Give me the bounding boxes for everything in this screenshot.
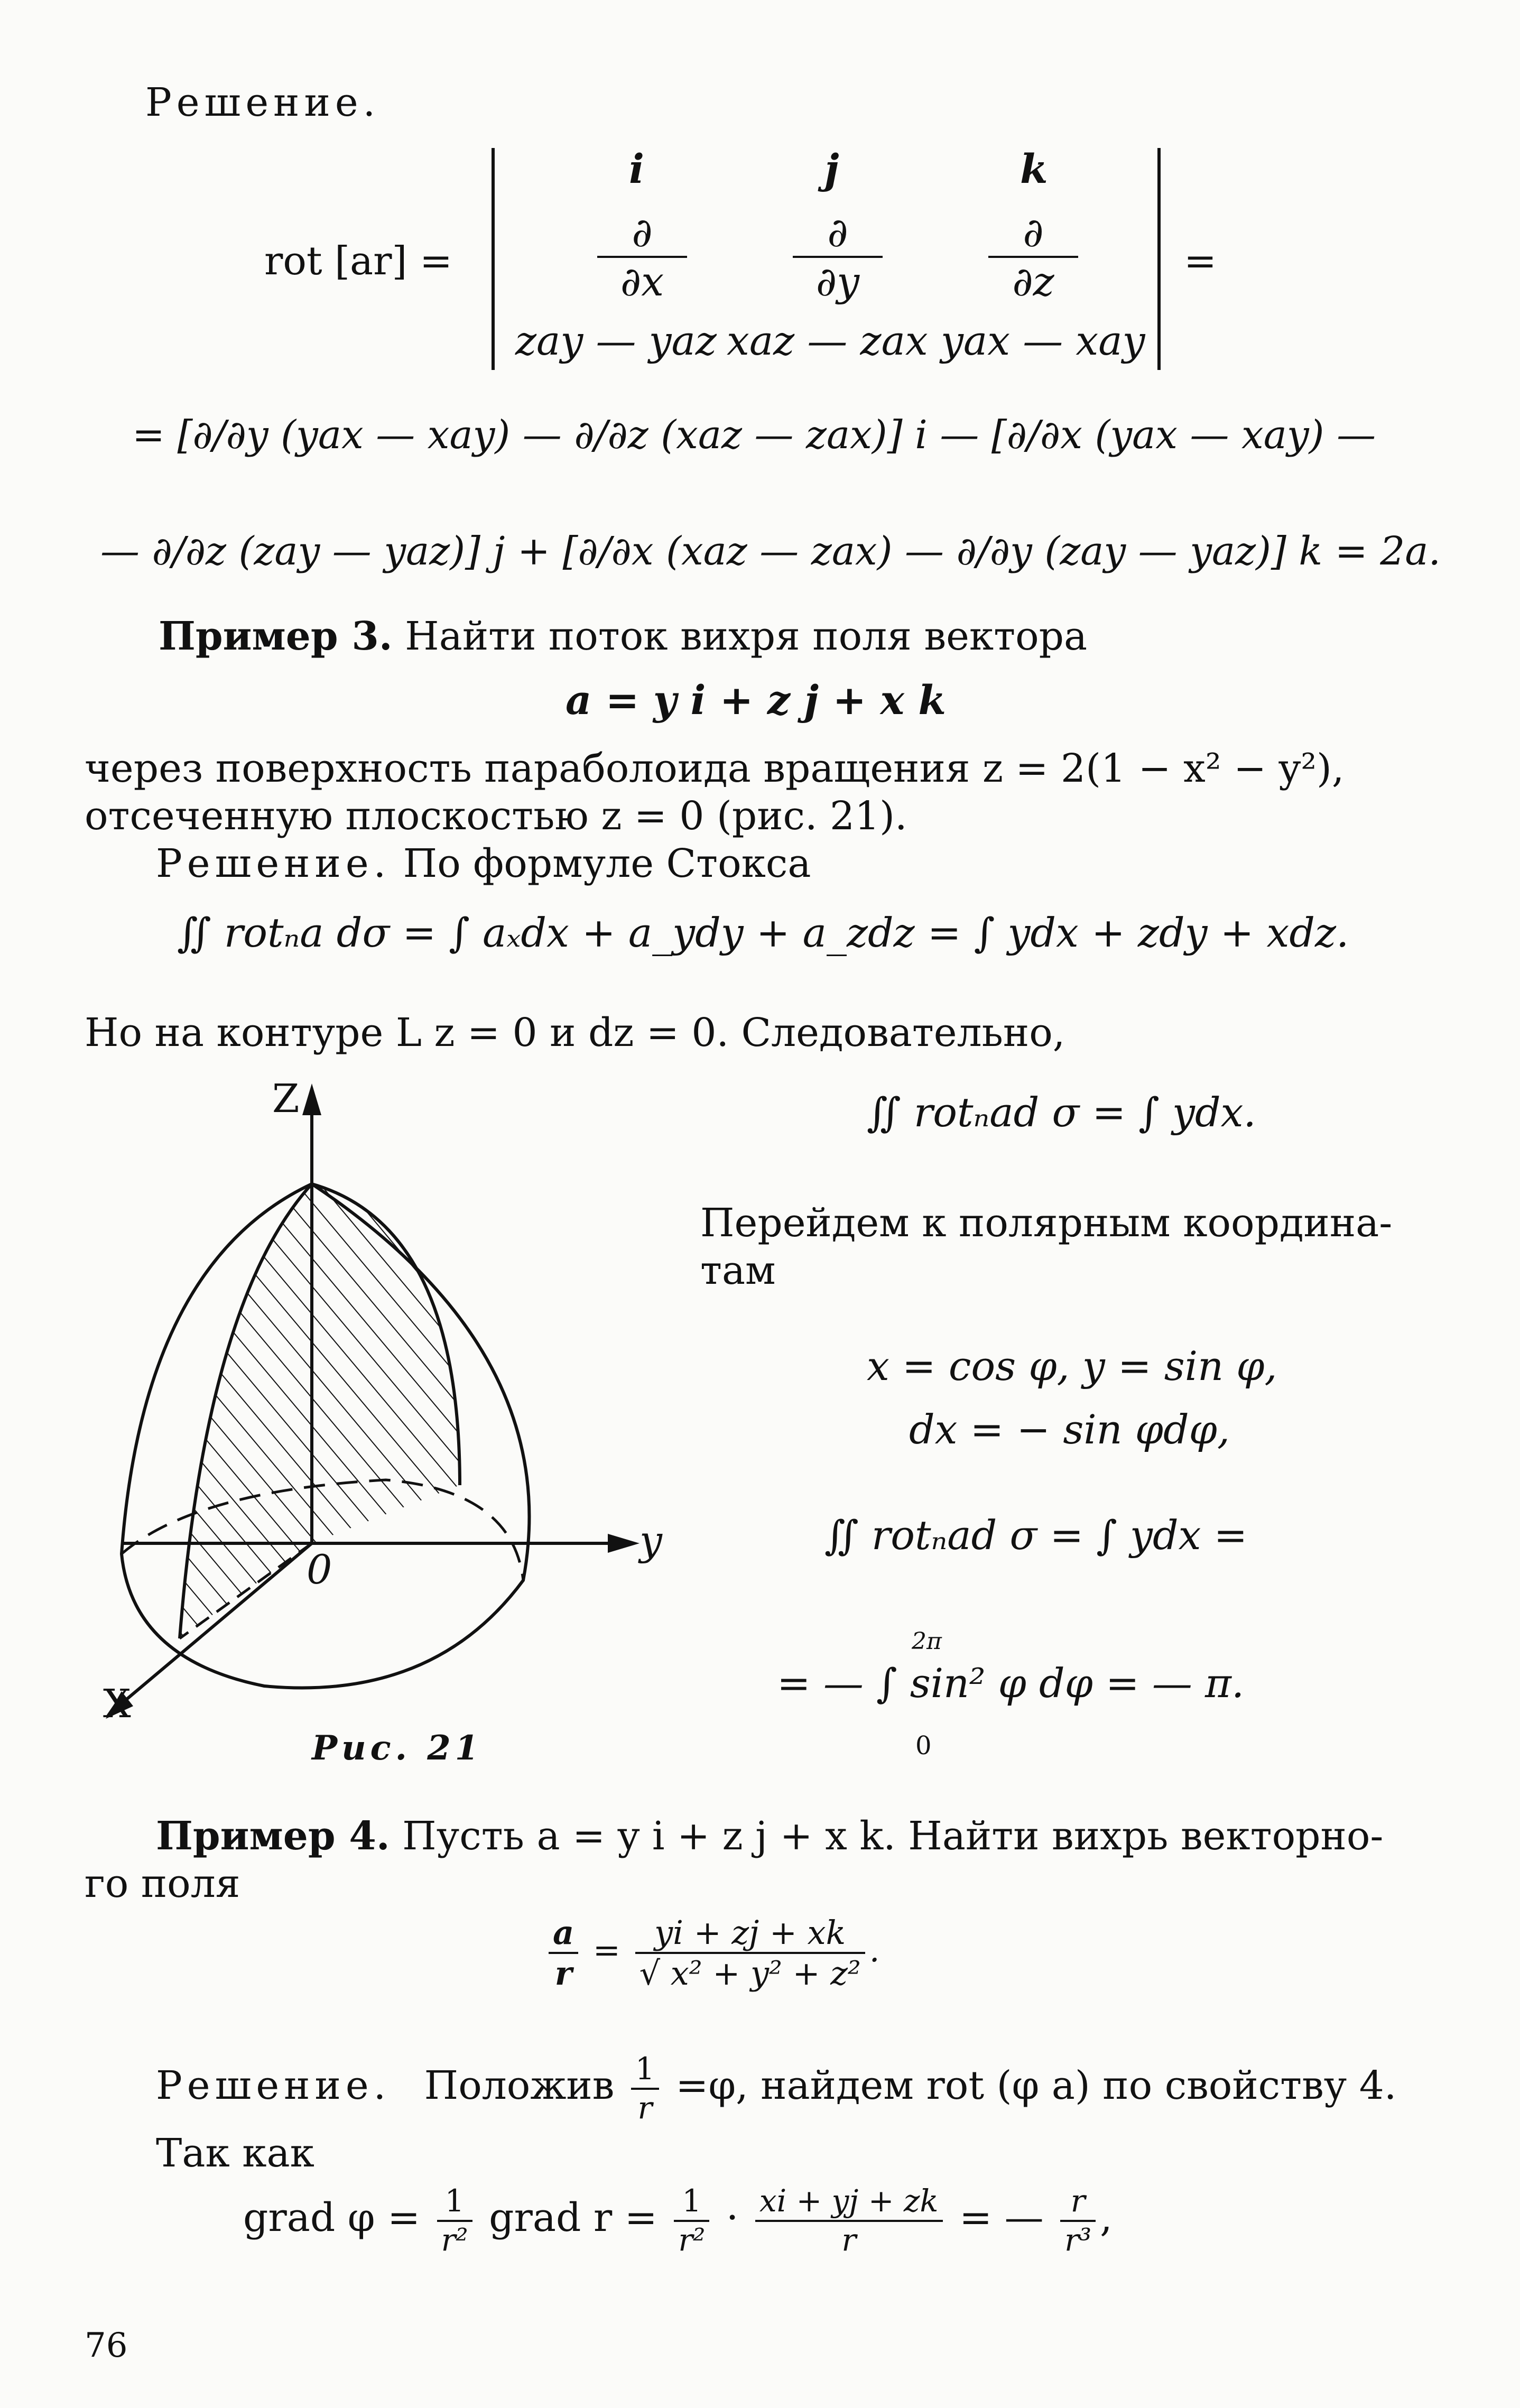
polar-1: x = cos φ, y = sin φ, xyxy=(867,1342,1277,1390)
grad-num: xi + yj + zk xyxy=(755,2183,943,2222)
phi-one: 1 xyxy=(631,2051,659,2090)
polar-2: dx = − sin φdφ, xyxy=(909,1406,1230,1453)
example3-solution-text: По формуле Стокса xyxy=(403,841,811,886)
since-text: Так как xyxy=(156,2131,314,2176)
axis-z-label: Z xyxy=(272,1076,300,1122)
grad-r2-2: r² xyxy=(678,2221,706,2258)
grad-b: grad r = xyxy=(489,2195,657,2241)
example4-text-b: го поля xyxy=(85,1861,240,1906)
example3-text2b: отсеченную плоскостью z = 0 (рис. 21). xyxy=(85,793,907,839)
phi-r: r xyxy=(637,2089,653,2126)
grad-r2: r² xyxy=(441,2221,468,2258)
hatched-section-left xyxy=(180,1184,312,1638)
rhs-den: √ x² + y² + z² xyxy=(639,1954,861,1993)
grad-formula: grad φ = $\frac{1}{\text{r²}}$ grad r = $\frac{1}{\text{r²}}$ · $\frac{xi + yj + zk}{r}$ = — $\frac{r}{\text{r³}}$ , xyxy=(243,2183,1113,2258)
det-equals: = xyxy=(1184,238,1217,284)
det-j: j xyxy=(824,145,839,192)
det-left-bar xyxy=(492,148,495,370)
example3-solution xyxy=(156,840,811,887)
example4-solution-text-a: Положив xyxy=(424,2063,615,2109)
example4-formula: $\frac{a}{r}$ = $\frac{yi + zj + xk}{\text{√ x² + y² + z²}}$ . xyxy=(544,1913,879,1993)
example3-solution-label: Решение. xyxy=(156,841,391,886)
det-r3-3: yax — xay xyxy=(941,317,1145,364)
lhs-num: a xyxy=(549,1913,578,1954)
origin-label: 0 xyxy=(307,1546,332,1593)
example3-heading xyxy=(159,613,1087,660)
rot-lhs: rot [ar] = xyxy=(264,238,452,284)
figure-caption: Рис. 21 xyxy=(312,1728,483,1768)
example4-solution xyxy=(156,2051,1396,2126)
det-r3-2: xaz — zax xyxy=(727,317,928,364)
grad-a: grad φ = xyxy=(243,2195,421,2241)
example4-label: Пример 4. xyxy=(156,1813,390,1859)
limit-bottom: 0 xyxy=(915,1731,932,1761)
example3-text: Найти поток вихря поля вектора xyxy=(405,614,1088,659)
example4-solution-label: Решение. xyxy=(156,2063,391,2109)
page-number: 76 xyxy=(85,2326,128,2365)
eq-short: ∬ rotₙad σ = ∫ ydx. xyxy=(867,1089,1256,1136)
example3-formula: a = y i + z j + x k xyxy=(566,677,947,724)
det-i: i xyxy=(629,145,644,192)
det-r3-1: zay — yaz xyxy=(515,317,717,364)
grad-one: 1 xyxy=(437,2183,472,2222)
grad-one-2: 1 xyxy=(674,2183,709,2222)
expansion-line-1: = [∂/∂y (yax — xay) — ∂/∂z (xaz — zax)] i — [∂/∂x (yax — xay) — xyxy=(132,412,1376,458)
axis-x-label: X xyxy=(103,1681,131,1727)
eq-full-2: = — ∫ sin² φ dφ = — π. xyxy=(777,1660,1245,1707)
grad-r3: r³ xyxy=(1064,2221,1092,2258)
example3-text2a: через поверхность параболоида вращения z = 2(1 − x² − y²), xyxy=(85,746,1345,791)
det-right-bar xyxy=(1157,148,1161,370)
grad-r-num: r xyxy=(1060,2183,1096,2222)
rhs-num: yi + zj + xk xyxy=(635,1913,865,1954)
det-k: k xyxy=(1020,145,1048,192)
polar-text-b: там xyxy=(700,1248,776,1293)
figure-paraboloid xyxy=(90,1078,682,1765)
example4-text-a: Пусть a = y i + z j + x k. Найти вихрь векторно- xyxy=(402,1813,1384,1859)
contour-text: Но на контуре L z = 0 и dz = 0. Следовательно, xyxy=(85,1010,1065,1055)
det-d-dz: ∂ ∂z xyxy=(988,209,1078,305)
solution-label: Решение. xyxy=(145,80,381,125)
det-d-dy: ∂ ∂y xyxy=(793,209,883,305)
expansion-line-2: — ∂/∂z (zay — yaz)] j + [∂/∂x (xaz — zax) — ∂/∂y (zay — yaz)] k = 2a. xyxy=(100,529,1441,574)
lhs-den: r xyxy=(554,1954,572,1993)
polar-text-a: Перейдем к полярным координа- xyxy=(700,1200,1393,1246)
stokes-formula: ∬ rotₙa dσ = ∫ aₓdx + a_ydy + a_zdz = ∫ ydx + zdy + xdz. xyxy=(177,909,1349,956)
limit-top: 2π xyxy=(912,1628,942,1655)
grad-den: r xyxy=(841,2221,857,2258)
grad-c: = — xyxy=(959,2195,1044,2241)
axis-y-label: y xyxy=(639,1517,662,1564)
example4-heading xyxy=(156,1813,1383,1860)
example3-label: Пример 3. xyxy=(159,614,393,659)
eq-full-1: ∬ rotₙad σ = ∫ ydx = xyxy=(824,1512,1248,1559)
example4-solution-text-b: =φ, найдем rot (φ a) по свойству 4. xyxy=(675,2063,1397,2109)
det-d-dx: ∂ ∂x xyxy=(597,209,687,305)
